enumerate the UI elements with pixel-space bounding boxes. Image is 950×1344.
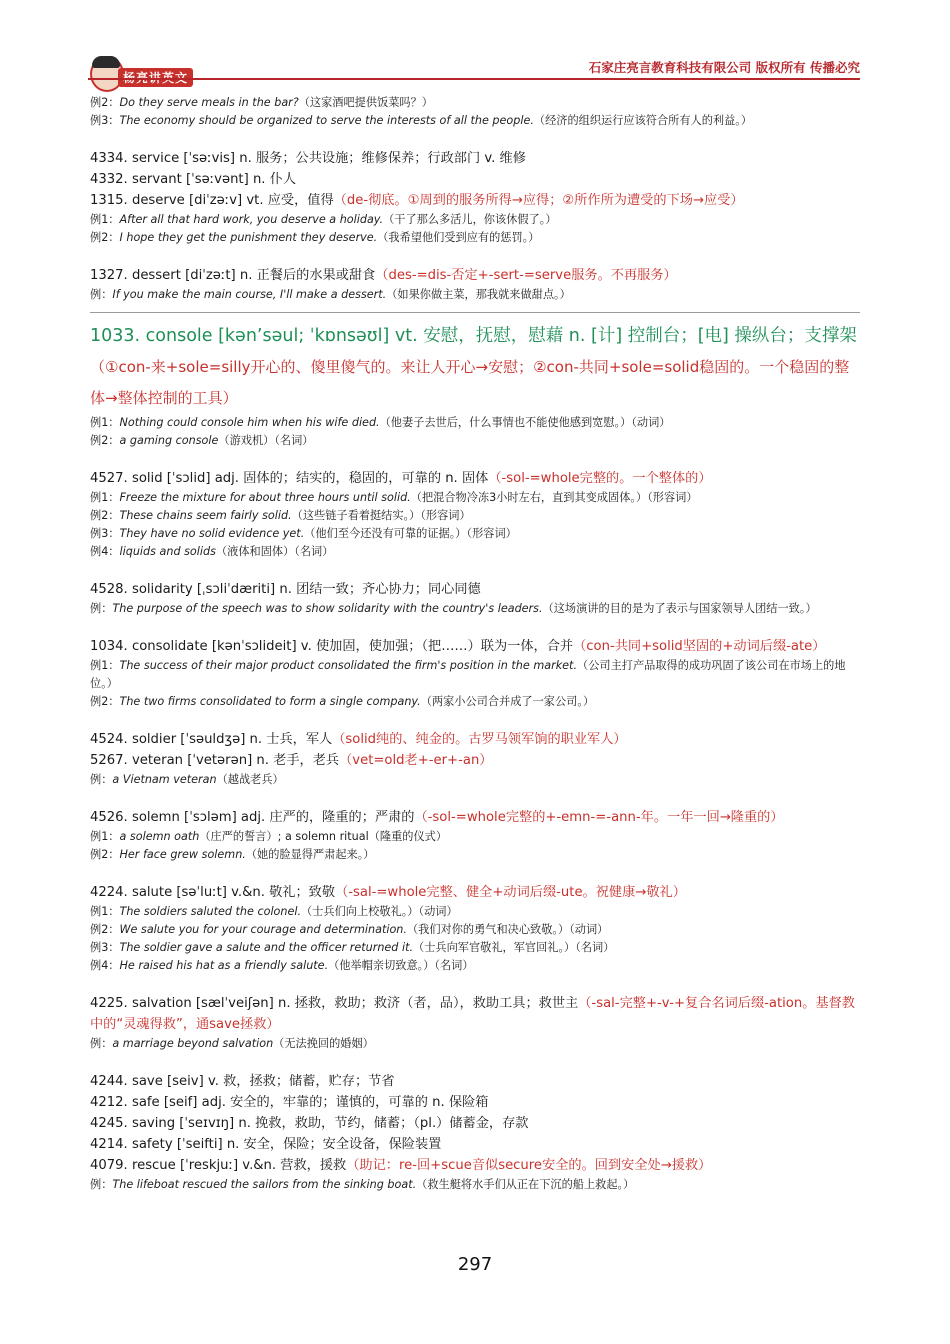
example-label: 例： [90, 1037, 113, 1050]
example-english: After all that hard work, you deserve a holiday. [119, 213, 384, 226]
example-english: The economy should be organized to serve the interests of all the people. [119, 114, 534, 127]
spacer [90, 247, 860, 265]
avatar-hair-icon [92, 56, 120, 68]
page-number: 297 [457, 1254, 493, 1275]
example-label: 例2： [90, 848, 120, 861]
example-sentence [90, 846, 860, 864]
example-english: The success of their major product consolidated the firm's position in the market. [119, 659, 577, 672]
example-english: If you make the main course, I'll make a dessert. [112, 288, 387, 301]
example-sentence [90, 828, 860, 846]
example-label: 例3： [90, 527, 120, 540]
spacer [90, 864, 860, 882]
example-label: 例： [90, 1178, 113, 1191]
example-label: 例2： [90, 231, 120, 244]
example-sentence [90, 211, 860, 229]
spacer [90, 711, 860, 729]
example-english: liquids and solids [119, 545, 216, 558]
word-entry [90, 729, 860, 750]
headword-entry [90, 321, 860, 414]
etymology-note: （①con-来+sole=silly开心的、傻里傻气的。来让人开心→安慰；②con-共同+sole=solid稳固的。一个稳固的整体→整体控制的工具） [90, 358, 850, 407]
example-english: Nothing could console him when his wife died. [119, 416, 380, 429]
example-sentence [90, 1035, 860, 1053]
word-entry [90, 190, 860, 211]
example-label: 例1： [90, 491, 120, 504]
entry-definition: 1034. consolidate [kənˈsɔlideit] v. 使加固，使加强；（把……）联为一体，合并 [90, 639, 574, 654]
example-label: 例： [90, 288, 113, 301]
entry-definition: 4224. salute [səˈluːt] v.&n. 敬礼；致敬 [90, 885, 336, 900]
example-translation: （我希望他们受到应有的惩罚。） [377, 231, 540, 244]
example-english: They have no solid evidence yet. [119, 527, 305, 540]
etymology-note: （solid纯的、纯金的。古罗马领军饷的职业军人） [332, 732, 627, 747]
example-label: 例4： [90, 545, 120, 558]
spacer [90, 130, 860, 148]
example-english: Freeze the mixture for about three hours until solid. [119, 491, 411, 504]
word-entry [90, 1134, 860, 1155]
example-translation: （他举帽亲切致意。）（名词） [328, 959, 474, 972]
example-sentence [90, 543, 860, 561]
example-english: I hope they get the punishment they deserve. [119, 231, 378, 244]
example-english: a marriage beyond salvation [112, 1037, 274, 1050]
example-sentence [90, 286, 860, 304]
example-sentence [90, 94, 860, 112]
example-english: a Vietnam veteran [112, 773, 217, 786]
entry-definition: 1327. dessert [diˈzəːt] n. 正餐后的水果或甜食 [90, 268, 376, 283]
example-sentence [90, 957, 860, 975]
example-english: a solemn oath [119, 830, 200, 843]
example-translation: （他们至今还没有可靠的证据。）（形容词） [304, 527, 517, 540]
word-entry [90, 169, 860, 190]
example-sentence [90, 693, 860, 711]
spacer [90, 789, 860, 807]
example-label: 例2： [90, 695, 120, 708]
example-translation: （我们对你的勇气和决心致敬。）（动词） [406, 923, 609, 936]
entry-definition: 4528. solidarity [ˌsɔliˈdæriti] n. 团结一致；齐心协力；同心同德 [90, 582, 481, 597]
etymology-note: （助记：re-回+scue音似secure安全的。回到安全处→援救） [346, 1158, 712, 1173]
example-english: The lifeboat rescued the sailors from the sinking boat. [112, 1178, 417, 1191]
entry-definition: 4214. safety [ˈseifti] n. 安全，保险；安全设备，保险装置 [90, 1137, 442, 1152]
example-translation: （他妻子去世后，什么事情也不能使他感到宽慰。）（动词） [379, 416, 671, 429]
entry-definition: 5267. veteran [ˈvetərən] n. 老手，老兵 [90, 753, 340, 768]
example-english: a gaming console [119, 434, 219, 447]
example-english: Her face grew solemn. [119, 848, 246, 861]
entry-definition: 4212. safe [seif] adj. 安全的，牢靠的；谨慎的，可靠的 n. 保险箱 [90, 1095, 489, 1110]
example-english: The purpose of the speech was to show solidarity with the country's leaders. [112, 602, 543, 615]
example-label: 例： [90, 602, 113, 615]
etymology-note: （-sal-=whole完整、健全+动词后缀-ute。祝健康→敬礼） [335, 885, 686, 900]
etymology-note: （de-彻底。①周到的服务所得→应得；②所作所为遭受的下场→应受） [333, 193, 744, 208]
example-english: The soldier gave a salute and the officer returned it. [119, 941, 414, 954]
word-entry [90, 1155, 860, 1176]
example-label: 例2： [90, 509, 120, 522]
example-translation: （这些链子看着挺结实。）（形容词） [291, 509, 471, 522]
entry-definition: 4245. saving [ˈseɪvɪŋ] n. 挽救，救助，节约，储蓄；（pl.）储蓄金，存款 [90, 1116, 529, 1131]
example-label: 例1： [90, 905, 120, 918]
word-entry [90, 468, 860, 489]
word-entry [90, 579, 860, 600]
word-entry [90, 807, 860, 828]
example-sentence [90, 432, 860, 450]
etymology-note: （-sol-=whole完整的。一个整体的） [488, 471, 712, 486]
example-translation: （她的脸显得严肃起来。） [245, 848, 375, 861]
word-entry [90, 636, 860, 657]
example-sentence [90, 229, 860, 247]
page-content [90, 94, 860, 1194]
entry-definition: 4334. service [ˈsəːvis] n. 服务；公共设施；维修保养；行政部门 v. 维修 [90, 151, 526, 166]
example-sentence [90, 921, 860, 939]
example-label: 例： [90, 773, 113, 786]
example-translation: （士兵们向上校敬礼。）（动词） [301, 905, 458, 918]
example-translation: （液体和固体）（名词） [215, 545, 334, 558]
example-sentence [90, 600, 860, 618]
entry-definition: 1033. console [kən’səul; ˈkɒnsəʊl] vt. 安慰，抚慰，慰藉 n. [计] 控制台；[电] 操纵台；支撑架 [90, 326, 857, 346]
entry-definition: 4332. servant [ˈsəːvənt] n. 仆人 [90, 172, 297, 187]
example-english: He raised his hat as a friendly salute. [119, 959, 329, 972]
example-english: We salute you for your courage and determination. [119, 923, 407, 936]
example-sentence [90, 489, 860, 507]
etymology-note: （con-共同+solid坚固的+动词后缀-ate） [573, 639, 826, 654]
example-label: 例1： [90, 213, 120, 226]
word-entry [90, 750, 860, 771]
example-translation: （把混合物冷冻3小时左右，直到其变成固体。）（形容词） [410, 491, 698, 504]
example-label: 例1： [90, 659, 120, 672]
etymology-note: （-sol-=whole完整的+-emn-=-ann-年。一年一回→隆重的） [414, 810, 784, 825]
example-translation: （无法挽回的婚姻） [273, 1037, 374, 1050]
spacer [90, 561, 860, 579]
word-entry [90, 1071, 860, 1092]
spacer [90, 1053, 860, 1071]
example-translation: （越战老兵） [216, 773, 284, 786]
spacer [90, 975, 860, 993]
example-english: Do they serve meals in the bar? [119, 96, 299, 109]
example-translation: （庄严的誓言）; a solemn ritual（隆重的仪式） [199, 830, 448, 843]
word-entry [90, 882, 860, 903]
spacer [90, 450, 860, 468]
example-translation: （这家酒吧提供饭菜吗？） [298, 96, 433, 109]
example-label: 例4： [90, 959, 120, 972]
example-sentence [90, 657, 860, 693]
etymology-note: （des-=dis-否定+-sert-=serve服务。不再服务） [375, 268, 677, 283]
etymology-note: （-sal-完整+-v-+复合名词后缀-ation。基督教中的“灵魂得救”，通save拯救） [90, 996, 855, 1032]
example-sentence [90, 507, 860, 525]
section-divider [90, 312, 860, 313]
word-entry [90, 1092, 860, 1113]
etymology-note: （vet=old老+-er+-an） [339, 753, 493, 768]
example-sentence [90, 939, 860, 957]
example-translation: （游戏机）（名词） [218, 434, 314, 447]
word-entry [90, 265, 860, 286]
example-translation: （经济的组织运行应该符合所有人的利益。） [533, 114, 753, 127]
copyright-notice: 石家庄亮言教育科技有限公司 版权所有 传播必究 [588, 60, 860, 75]
example-translation: （这场演讲的目的是为了表示与国家领导人团结一致。） [542, 602, 817, 615]
example-label: 例1： [90, 416, 120, 429]
example-translation: （如果你做主菜，那我就来做甜点。） [386, 288, 571, 301]
entry-definition: 4225. salvation [sælˈveiʃən] n. 拯救，救助；救济（者，品），救助工具；救世主 [90, 996, 579, 1011]
example-translation: （士兵向军官敬礼，军官回礼。）（名词） [413, 941, 615, 954]
example-sentence [90, 112, 860, 130]
entry-definition: 1315. deserve [diˈzəːv] vt. 应受，值得 [90, 193, 334, 208]
example-label: 例3： [90, 941, 120, 954]
example-english: The soldiers saluted the colonel. [119, 905, 302, 918]
example-sentence [90, 525, 860, 543]
example-translation: （干了那么多活儿，你该休假了。） [383, 213, 557, 226]
example-label: 例3： [90, 114, 120, 127]
example-label: 例2： [90, 434, 120, 447]
page-header [88, 52, 860, 92]
example-translation: （救生艇将水手们从正在下沉的船上救起。） [416, 1178, 635, 1191]
example-label: 例2： [90, 923, 120, 936]
example-sentence [90, 1176, 860, 1194]
entry-definition: 4244. save [seiv] v. 救，拯救；储蓄，贮存；节省 [90, 1074, 395, 1089]
word-entry [90, 1113, 860, 1134]
example-label: 例1： [90, 830, 120, 843]
entry-definition: 4079. rescue [ˈreskjuː] v.&n. 营救，援救 [90, 1158, 347, 1173]
example-label: 例2： [90, 96, 120, 109]
header-divider [88, 78, 860, 80]
brand-logo [88, 54, 198, 92]
example-sentence [90, 903, 860, 921]
example-translation: （两家小公司合并成了一家公司。） [420, 695, 595, 708]
spacer [90, 618, 860, 636]
example-english: These chains seem fairly solid. [119, 509, 292, 522]
entry-definition: 4526. solemn [ˈsɔləm] adj. 庄严的，隆重的；严肃的 [90, 810, 415, 825]
example-english: The two firms consolidated to form a single company. [119, 695, 421, 708]
word-entry [90, 148, 860, 169]
example-sentence [90, 771, 860, 789]
entry-definition: 4527. solid [ˈsɔlid] adj. 固体的；结实的，稳固的，可靠的 n. 固体 [90, 471, 489, 486]
example-translation: （公司主打产品取得的成功巩固了该公司在市场上的地位。） [90, 659, 846, 690]
entry-definition: 4524. soldier [ˈsəuldʒə] n. 士兵，军人 [90, 732, 333, 747]
example-sentence [90, 414, 860, 432]
word-entry [90, 993, 860, 1035]
